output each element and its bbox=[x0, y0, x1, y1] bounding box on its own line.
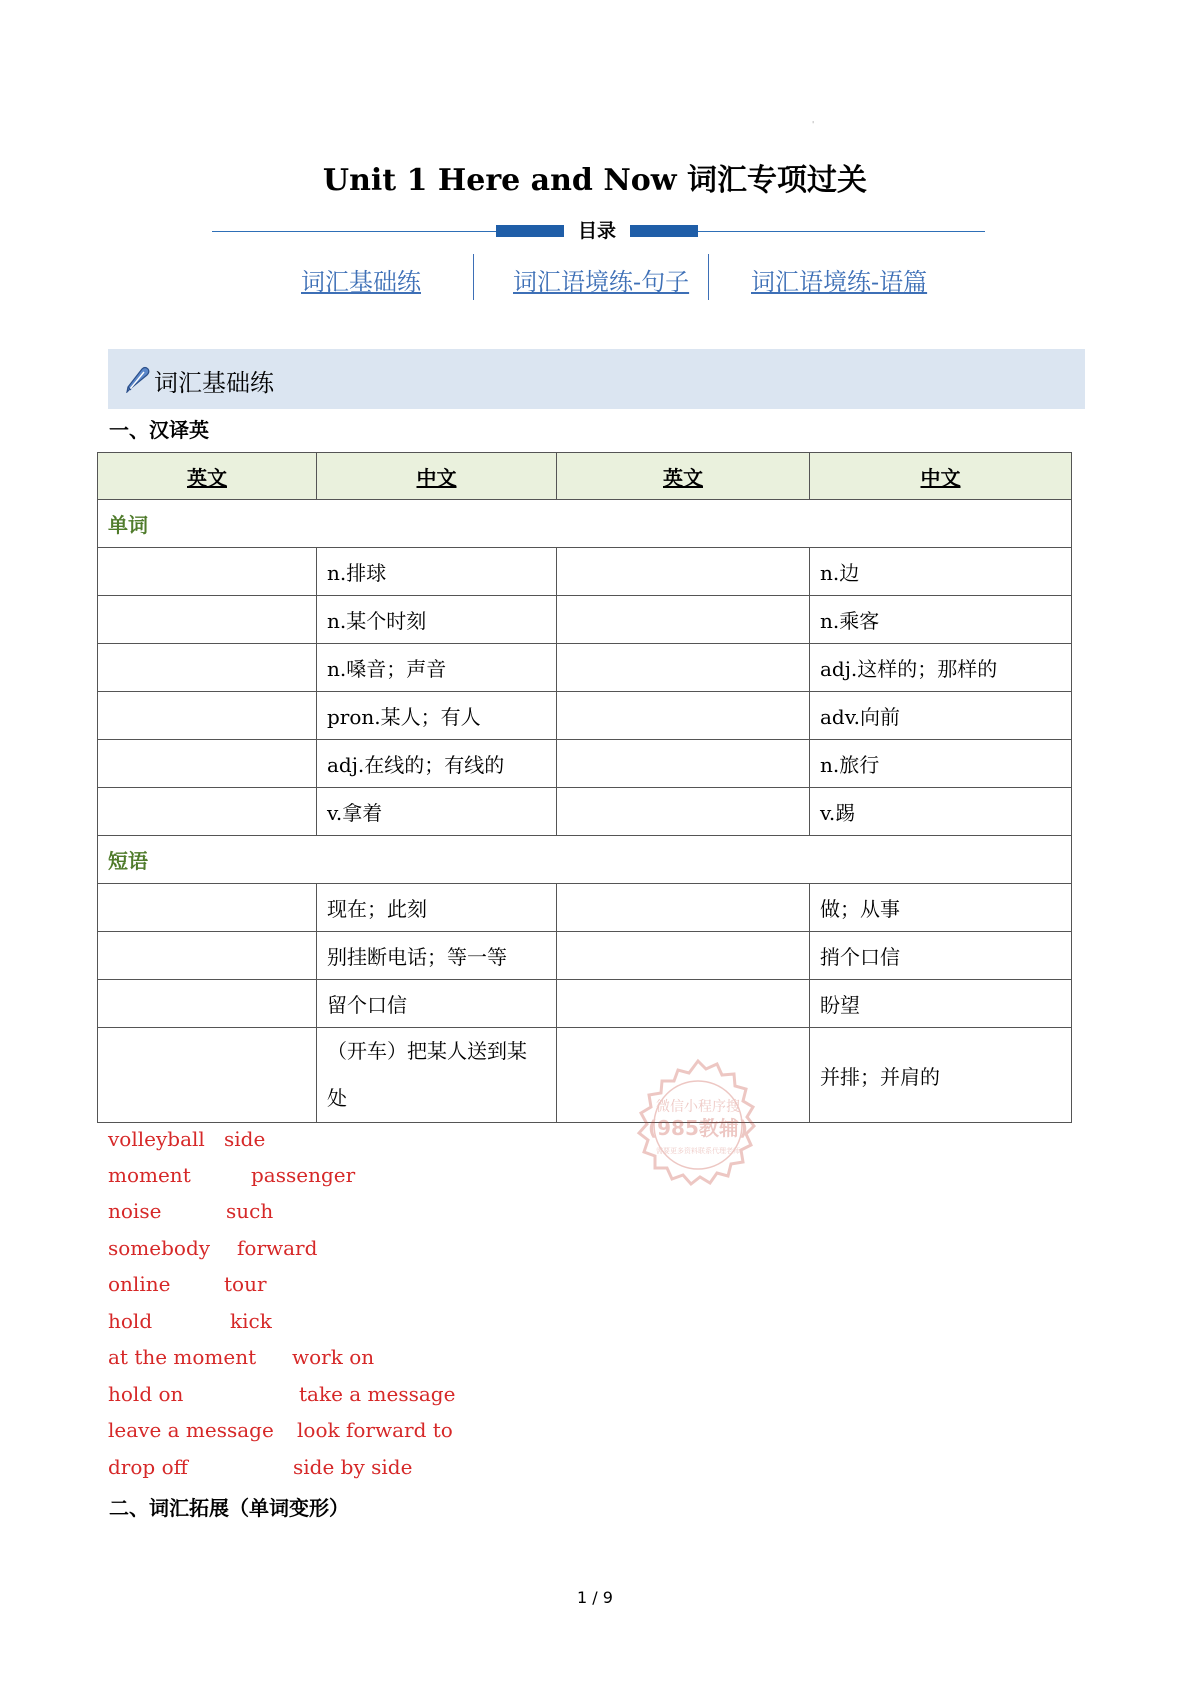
chinese-cell: 做；从事 bbox=[810, 884, 1072, 932]
answer-blank[interactable] bbox=[557, 548, 810, 596]
answer-blank[interactable] bbox=[98, 692, 317, 740]
answer-phrase: at the moment bbox=[108, 1345, 257, 1369]
answer-word: passenger bbox=[251, 1163, 356, 1187]
column-header: 英文 bbox=[98, 453, 317, 500]
column-header: 英文 bbox=[557, 453, 810, 500]
chinese-cell: n.嗓音；声音 bbox=[317, 644, 557, 692]
chinese-cell: n.某个时刻 bbox=[317, 596, 557, 644]
answer-blank[interactable] bbox=[98, 740, 317, 788]
answer-blank[interactable] bbox=[557, 932, 810, 980]
vocab-table bbox=[97, 452, 1072, 1123]
chinese-cell: 并排；并肩的 bbox=[810, 1028, 1072, 1123]
answer-phrase: work on bbox=[292, 1345, 375, 1369]
chinese-cell: 捎个口信 bbox=[810, 932, 1072, 980]
answer-word: noise bbox=[108, 1199, 162, 1223]
part2-heading: 二、词汇拓展（单词变形） bbox=[109, 1496, 349, 1520]
group-label-phrases: 短语 bbox=[98, 836, 1072, 884]
answer-word: such bbox=[226, 1199, 274, 1223]
answer-phrase: hold on bbox=[108, 1382, 184, 1406]
answer-word: volleyball bbox=[108, 1127, 205, 1151]
page-number: 1 / 9 bbox=[577, 1588, 613, 1607]
chinese-cell: n.旅行 bbox=[810, 740, 1072, 788]
answer-word: forward bbox=[237, 1236, 318, 1260]
watermark-text: 需要更多资料联系代理老师 bbox=[656, 1147, 740, 1155]
answer-blank[interactable] bbox=[98, 1028, 317, 1123]
chinese-cell: v.拿着 bbox=[317, 788, 557, 836]
chinese-cell: n.边 bbox=[810, 548, 1072, 596]
answer-word: hold bbox=[108, 1309, 153, 1333]
table-row bbox=[98, 548, 1072, 596]
answer-phrase: look forward to bbox=[297, 1418, 453, 1442]
answer-blank[interactable] bbox=[557, 740, 810, 788]
answer-phrase: drop off bbox=[108, 1455, 188, 1479]
table-row bbox=[98, 596, 1072, 644]
part1-heading: 一、汉译英 bbox=[109, 418, 209, 442]
answer-word: side bbox=[224, 1127, 266, 1151]
table-row bbox=[98, 788, 1072, 836]
chinese-cell: v.踢 bbox=[810, 788, 1072, 836]
toc-link-passage-context[interactable]: 词汇语境练-语篇 bbox=[751, 268, 928, 296]
answer-word: tour bbox=[224, 1272, 267, 1296]
chinese-cell: n.乘客 bbox=[810, 596, 1072, 644]
answer-blank[interactable] bbox=[98, 932, 317, 980]
watermark-text: 微信小程序搜 bbox=[656, 1099, 740, 1115]
answer-phrase: take a message bbox=[299, 1382, 456, 1406]
chinese-cell: 别挂断电话；等一等 bbox=[317, 932, 557, 980]
chinese-cell: n.排球 bbox=[317, 548, 557, 596]
answer-word: somebody bbox=[108, 1236, 211, 1260]
chinese-cell: adv.向前 bbox=[810, 692, 1072, 740]
chinese-cell-line: 处 bbox=[327, 1086, 347, 1110]
table-row bbox=[98, 884, 1072, 932]
table-row bbox=[98, 740, 1072, 788]
answer-blank[interactable] bbox=[98, 644, 317, 692]
header-mark: ' bbox=[812, 120, 815, 129]
chinese-cell: 盼望 bbox=[810, 980, 1072, 1028]
answer-word: online bbox=[108, 1272, 171, 1296]
chinese-cell: adj.这样的；那样的 bbox=[810, 644, 1072, 692]
answer-word: moment bbox=[108, 1163, 191, 1187]
toc-link-sentence-context[interactable]: 词汇语境练-句子 bbox=[513, 268, 690, 296]
toc-separator bbox=[473, 254, 474, 300]
answer-blank[interactable] bbox=[98, 788, 317, 836]
section-title: 词汇基础练 bbox=[154, 369, 274, 397]
answer-blank[interactable] bbox=[557, 980, 810, 1028]
group-label-words: 单词 bbox=[98, 500, 1072, 548]
toc-label: 目录 bbox=[564, 220, 630, 242]
answer-blank[interactable] bbox=[557, 692, 810, 740]
answer-phrase: leave a message bbox=[108, 1418, 274, 1442]
watermark-stamp bbox=[620, 1055, 776, 1211]
pencil-icon bbox=[124, 365, 150, 393]
answer-blank[interactable] bbox=[557, 596, 810, 644]
chinese-cell-line: （开车）把某人送到某 bbox=[327, 1039, 527, 1063]
chinese-cell: adj.在线的；有线的 bbox=[317, 740, 557, 788]
toc-separator bbox=[708, 254, 709, 300]
table-row bbox=[98, 644, 1072, 692]
chinese-cell: 留个口信 bbox=[317, 980, 557, 1028]
answer-blank[interactable] bbox=[557, 884, 810, 932]
answer-blank[interactable] bbox=[557, 644, 810, 692]
table-row bbox=[98, 932, 1072, 980]
page-title: Unit 1 Here and Now 词汇专项过关 bbox=[322, 163, 868, 198]
answer-blank[interactable] bbox=[98, 980, 317, 1028]
answer-phrase: side by side bbox=[293, 1455, 413, 1479]
table-row bbox=[98, 980, 1072, 1028]
table-row bbox=[98, 692, 1072, 740]
answer-blank[interactable] bbox=[557, 788, 810, 836]
watermark-text: (985教辅) bbox=[647, 1116, 749, 1140]
answer-blank[interactable] bbox=[98, 596, 317, 644]
column-header: 中文 bbox=[810, 453, 1072, 500]
chinese-cell: pron.某人；有人 bbox=[317, 692, 557, 740]
answer-blank[interactable] bbox=[98, 884, 317, 932]
answer-blank[interactable] bbox=[98, 548, 317, 596]
chinese-cell: 现在；此刻 bbox=[317, 884, 557, 932]
answer-word: kick bbox=[230, 1309, 272, 1333]
table-row bbox=[98, 1028, 1072, 1123]
chinese-cell bbox=[317, 1028, 557, 1123]
toc-link-vocab-basic[interactable]: 词汇基础练 bbox=[301, 268, 421, 296]
column-header: 中文 bbox=[317, 453, 557, 500]
